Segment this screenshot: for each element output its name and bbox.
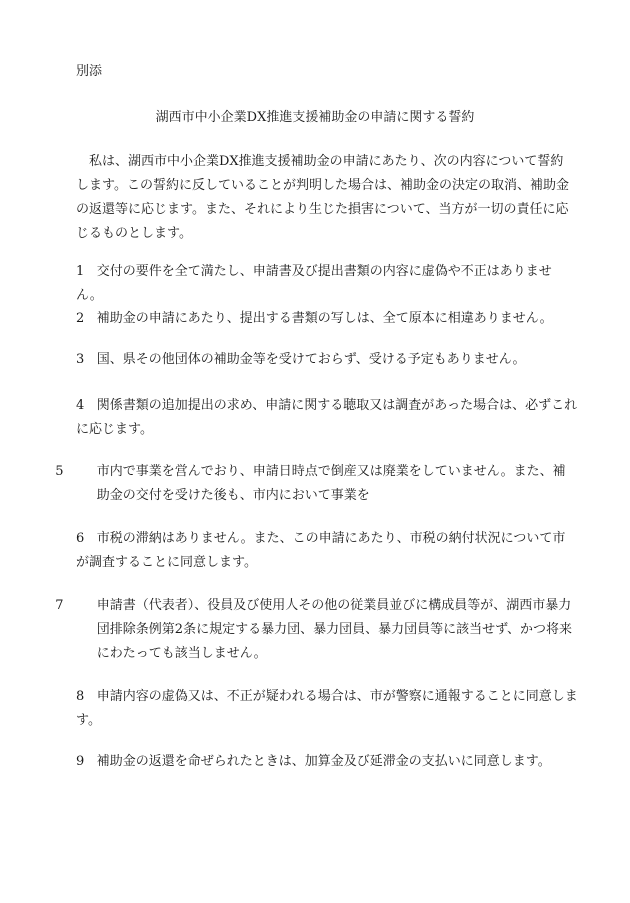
item-number: 8 [76,689,85,704]
pledge-item-4 [76,394,578,442]
item-number: 2 [76,311,85,326]
item-text: 関係書類の追加提出の求め、申請に関する聴取又は調査があった場合は、必ずこれに応じます。 [76,398,578,437]
pledge-item-8 [76,685,578,733]
item-text: 市税の滞納はありません。また、この申請にあたり、市税の納付状況について市が調査することに同意します。 [76,531,566,570]
item-number: 4 [76,398,85,413]
document-title: 湖西市中小企業DX推進支援補助金の申請に関する誓約 [155,110,475,125]
item-number: 7 [55,598,64,613]
item-text: 申請内容の虚偽又は、不正が疑われる場合は、市が警察に通報することに同意します。 [76,689,578,728]
intro-paragraph: 私は、湖西市中小企業DX推進支援補助金の申請にあたり、次の内容について誓約します。この誓約に反していることが判明した場合は、補助金の決定の取消、補助金の返還等に応じます。また、それにより生じた損害について、当方が一切の責任に応じるものとします。 [76,154,569,241]
item-number: 1 [76,264,85,279]
pledge-item-6 [76,527,578,575]
annex-label: 別添 [76,64,103,79]
item-number: 5 [55,464,64,479]
pledge-item-9 [76,750,578,774]
pledge-item-1 [76,260,578,308]
item-text: 交付の要件を全て満たし、申請書及び提出書類の内容に虚偽や不正はありません。 [76,264,552,303]
item-text: 国、県その他団体の補助金等を受けておらず、受ける予定もありません。 [96,352,526,367]
pledge-item-5 [55,460,577,508]
pledge-item-7 [55,594,577,666]
item-number: 9 [76,754,85,769]
item-text: 補助金の申請にあたり、提出する書類の写しは、全て原本に相違ありません。 [96,311,553,326]
item-text: 申請書（代表者）、役員及び使用人その他の従業員並びに構成員等が、湖西市暴力団排除条例第2条に規定する暴力団、暴力団員、暴力団員等に該当せず、かつ将来にわたっても該当しません。 [96,598,573,661]
item-text: 補助金の返還を命ぜられたときは、加算金及び延滞金の支払いに同意します。 [96,754,551,769]
item-number: 3 [76,352,85,367]
pledge-item-3 [76,348,578,372]
pledge-item-2 [76,307,578,331]
item-number: 6 [76,531,85,546]
item-text: 市内で事業を営んでおり、申請日時点で倒産又は廃業をしていません。また、補助金の交付を受けた後も、市内において事業を [96,464,566,503]
